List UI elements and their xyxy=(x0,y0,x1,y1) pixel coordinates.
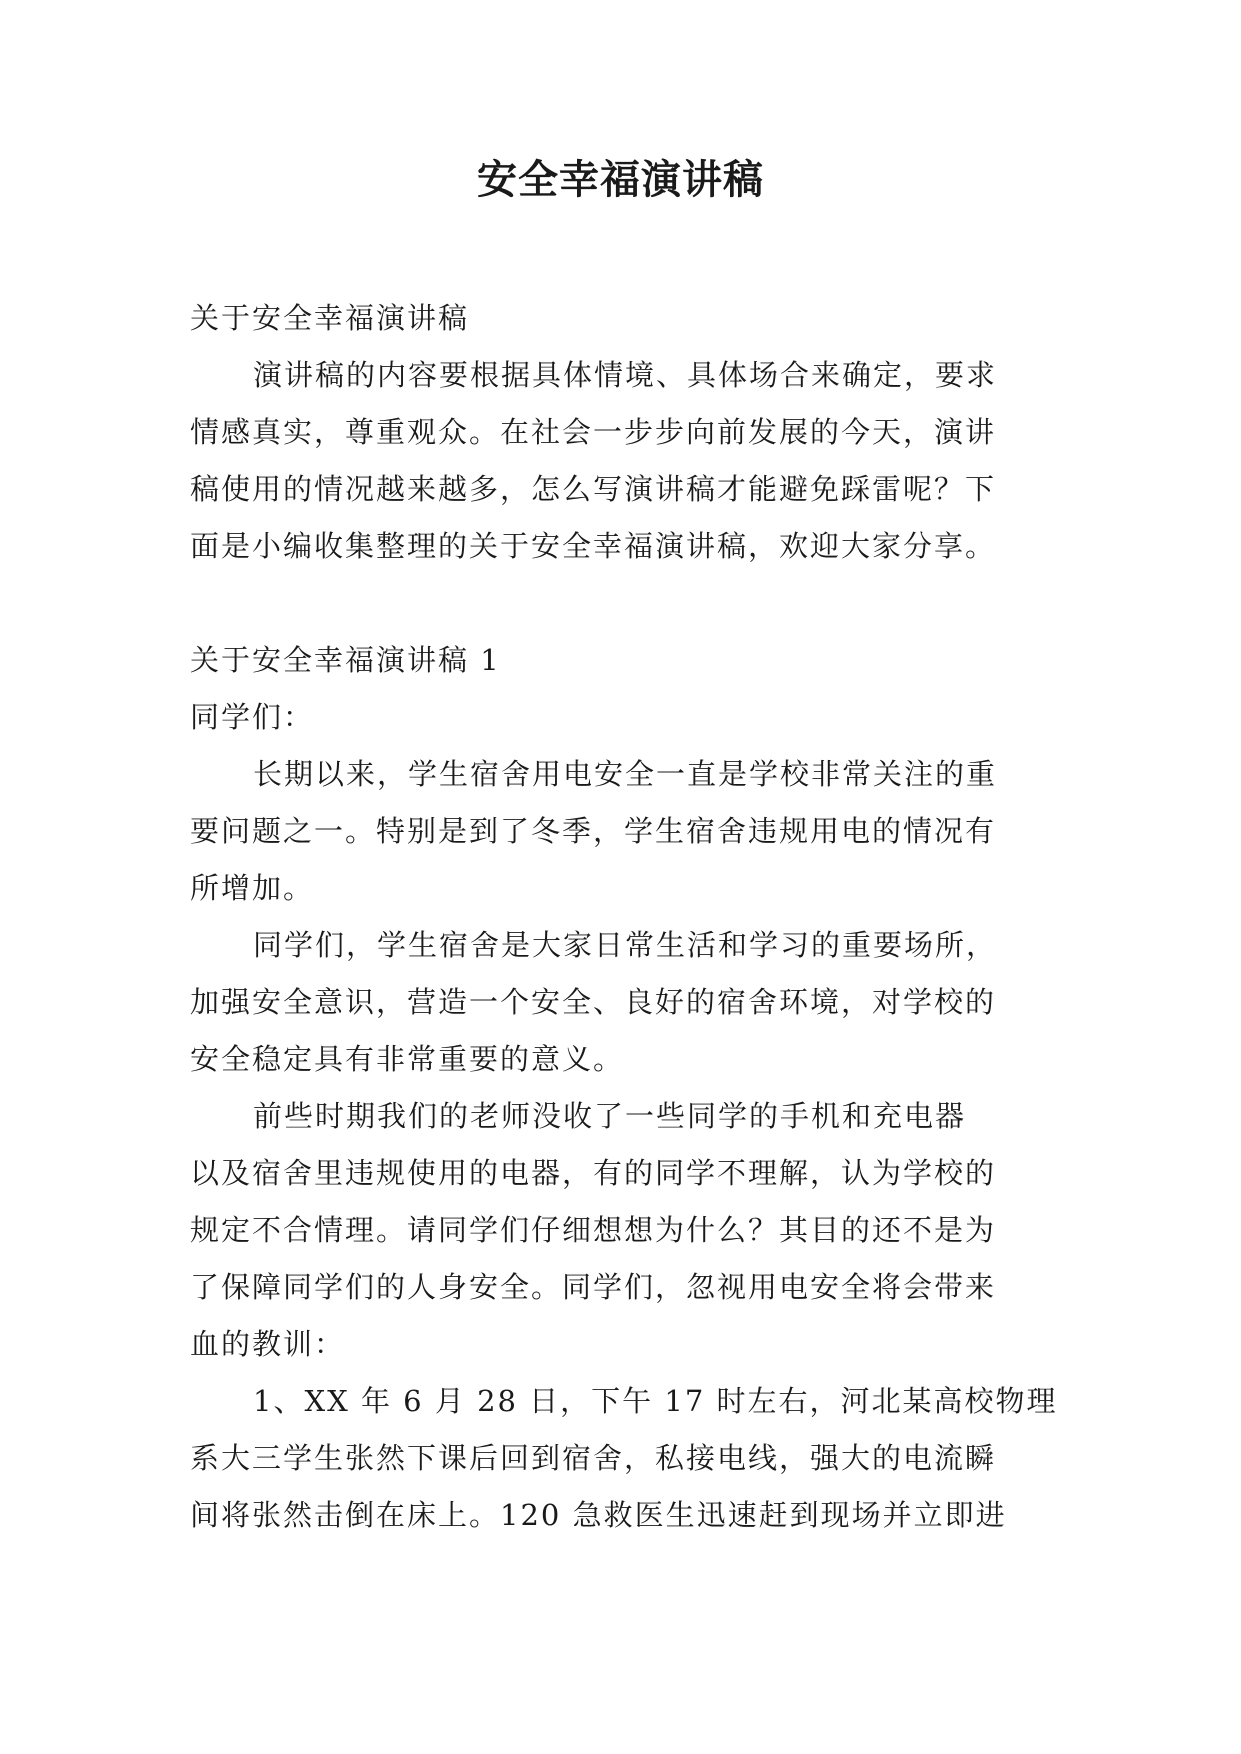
document-title: 安全幸福演讲稿 xyxy=(477,156,764,203)
greeting: 同学们： xyxy=(190,700,315,734)
paragraph-line: 要问题之一。特别是到了冬季，学生宿舍违规用电的情况有 xyxy=(190,814,997,848)
paragraph-line: 1、XX 年 6 月 28 日，下午 17 时左右，河北某高校物理 xyxy=(253,1384,1058,1418)
document-body xyxy=(190,290,1060,1544)
intro-line: 情感真实，尊重观众。在社会一步步向前发展的今天，演讲 xyxy=(190,415,997,449)
intro-line: 稿使用的情况越来越多，怎么写演讲稿才能避免踩雷呢？下 xyxy=(190,472,997,506)
paragraph-line: 安全稳定具有非常重要的意义。 xyxy=(190,1042,625,1076)
paragraph-line: 同学们，学生宿舍是大家日常生活和学习的重要场所， xyxy=(253,928,998,962)
intro-heading: 关于安全幸福演讲稿 xyxy=(190,301,470,335)
paragraph-line: 系大三学生张然下课后回到宿舍，私接电线，强大的电流瞬 xyxy=(190,1441,997,1475)
paragraph-line: 规定不合情理。请同学们仔细想想为什么？其目的还不是为 xyxy=(190,1213,997,1247)
intro-line: 演讲稿的内容要根据具体情境、具体场合来确定，要求 xyxy=(253,358,998,392)
paragraph-line: 加强安全意识，营造一个安全、良好的宿舍环境，对学校的 xyxy=(190,985,997,1019)
intro-line: 面是小编收集整理的关于安全幸福演讲稿，欢迎大家分享。 xyxy=(190,529,997,563)
paragraph-gap xyxy=(190,575,1060,632)
section-heading: 关于安全幸福演讲稿 1 xyxy=(190,643,501,677)
paragraph-line: 了保障同学们的人身安全。同学们，忽视用电安全将会带来 xyxy=(190,1270,997,1304)
paragraph-line: 以及宿舍里违规使用的电器，有的同学不理解，认为学校的 xyxy=(190,1156,997,1190)
paragraph-line: 间将张然击倒在床上。120 急救医生迅速赶到现场并立即进 xyxy=(190,1498,1007,1532)
paragraph-line: 血的教训： xyxy=(190,1327,346,1361)
paragraph-line: 前些时期我们的老师没收了一些同学的手机和充电器 xyxy=(253,1099,967,1133)
paragraph-line: 所增加。 xyxy=(190,871,315,905)
paragraph-line: 长期以来，学生宿舍用电安全一直是学校非常关注的重 xyxy=(253,757,998,791)
